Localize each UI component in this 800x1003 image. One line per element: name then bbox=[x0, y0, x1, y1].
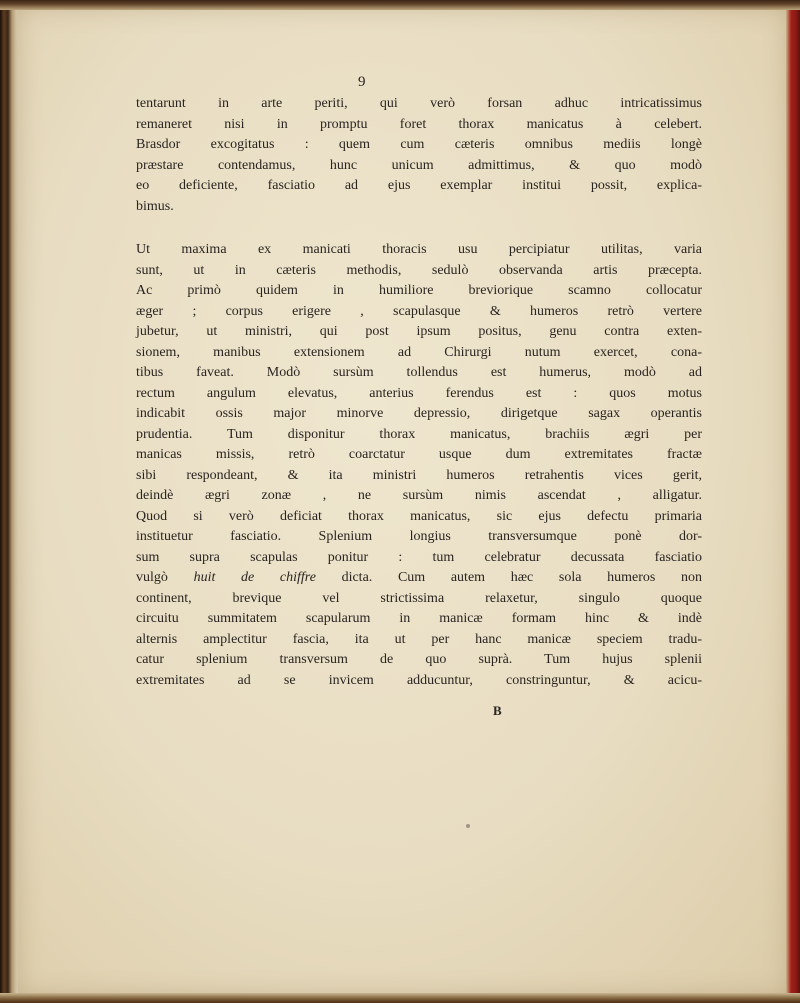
text-line: sibi respondeant, & ita ministri humeros retrahentis vices gerit, bbox=[136, 467, 702, 483]
body-text bbox=[136, 94, 702, 691]
text-line: remaneret nisi in promptu foret thorax manicatus à celebert. bbox=[136, 116, 702, 132]
text-line: sunt, ut in cæteris methodis, sedulò observanda artis præcepta. bbox=[136, 262, 702, 278]
text-line: jubetur, ut ministri, qui post ipsum positus, genu contra exten- bbox=[136, 324, 702, 339]
text-line: eo deficiente, fasciatio ad ejus exemplar institui possit, explica- bbox=[136, 178, 702, 193]
text-line: extremitates ad se invicem adducuntur, constringuntur, & acicu- bbox=[136, 672, 702, 688]
text-line: sionem, manibus extensionem ad Chirurgi nutum exercet, cona- bbox=[136, 344, 702, 360]
text-line: præstare contendamus, hunc unicum admittimus, & quo modò bbox=[136, 157, 702, 173]
text-line: Quod si verò deficiat thorax manicatus, sic ejus defectu primaria bbox=[136, 508, 702, 524]
text-line: rectum angulum elevatus, anterius ferendus est : quos motus bbox=[136, 385, 702, 401]
page-number: 9 bbox=[358, 74, 366, 90]
text-line-with-italic bbox=[136, 568, 702, 589]
text-line: alternis amplectitur fascia, ita ut per hanc manicæ speciem tradu- bbox=[136, 631, 702, 647]
paragraph-2 bbox=[136, 240, 702, 691]
text-line: prudentia. Tum disponitur thorax manicatus, brachiis ægri per bbox=[136, 426, 702, 442]
text-line: æger ; corpus erigere , scapulasque & humeros retrò vertere bbox=[136, 303, 702, 319]
text-line: Ut maxima ex manicati thoracis usu percipiatur utilitas, varia bbox=[136, 242, 702, 257]
text-fragment: dicta. Cum autem hæc sola humeros non bbox=[341, 570, 703, 585]
paper-speck bbox=[466, 824, 470, 828]
text-line: continent, brevique vel strictissima relaxetur, singulo quoque bbox=[136, 590, 702, 606]
text-line: catur splenium transversum de quo suprà. Tum hujus splenii bbox=[136, 652, 702, 667]
text-line: Brasdor excogitatus : quem cum cæteris omnibus mediis longè bbox=[136, 137, 702, 152]
paragraph-1 bbox=[136, 94, 702, 217]
text-line: bimus. bbox=[136, 198, 174, 214]
signature-mark: B bbox=[493, 703, 502, 718]
scan-top-edge bbox=[0, 0, 800, 10]
text-fragment: vulgò bbox=[136, 570, 168, 585]
text-line: Ac primò quidem in humiliore breviorique scamno collocatur bbox=[136, 283, 702, 298]
text-line: manicas missis, retrò coarctatur usque dum extremitates fractæ bbox=[136, 447, 702, 462]
text-line: tibus faveat. Modò sursùm tollendus est humerus, modò ad bbox=[136, 365, 702, 380]
text-line: tentarunt in arte periti, qui verò forsan adhuc intricatissimus bbox=[136, 96, 702, 111]
text-line: sum supra scapulas ponitur : tum celebratur decussata fasciatio bbox=[136, 549, 702, 565]
text-line: circuitu summitatem scapularum in manicæ formam hinc & indè bbox=[136, 611, 702, 626]
text-line: deindè ægri zonæ , ne sursùm nimis ascendat , alligatur. bbox=[136, 488, 702, 503]
scan-bottom-edge bbox=[0, 993, 800, 1003]
red-page-edge bbox=[786, 0, 800, 1003]
page-paper bbox=[18, 8, 788, 995]
book-spine-gutter bbox=[0, 0, 20, 1003]
italic-term: huit de chiffre bbox=[193, 570, 316, 585]
text-line: instituetur fasciatio. Splenium longius transversumque ponè dor- bbox=[136, 529, 702, 544]
text-line: indicabit ossis major minorve depressio, dirigetque sagax operantis bbox=[136, 406, 702, 421]
